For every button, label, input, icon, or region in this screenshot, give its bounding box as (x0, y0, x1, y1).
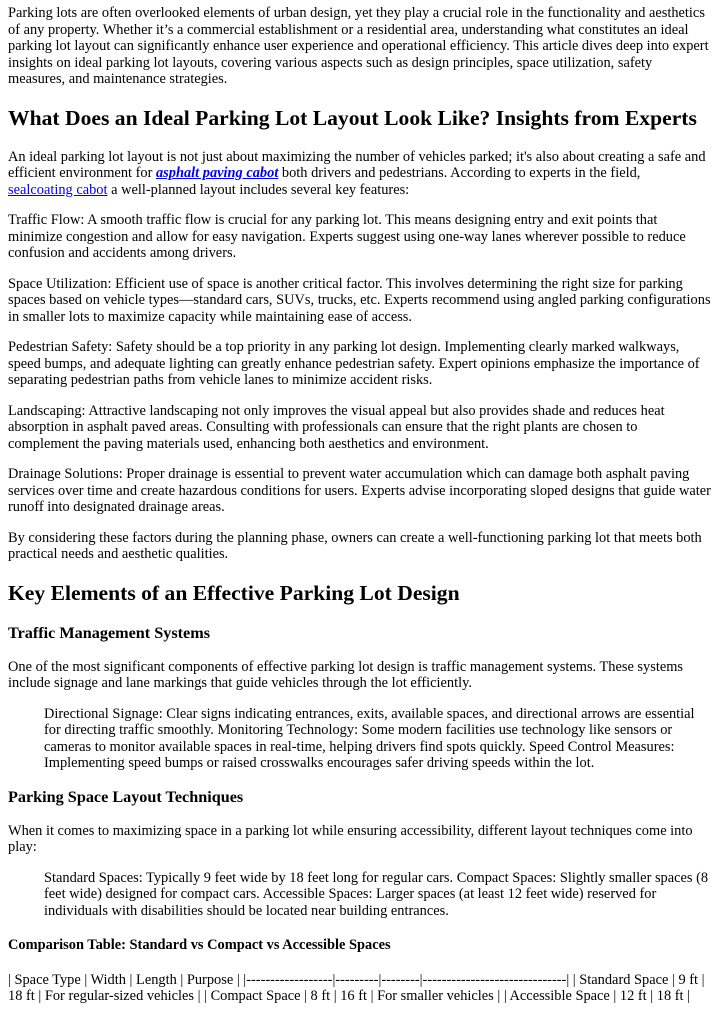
ideal-layout-paragraph (8, 149, 712, 199)
sealcoating-cabot-link[interactable]: sealcoating cabot (8, 181, 108, 198)
planning-conclusion-paragraph: By considering these factors during the planning phase, owners can create a well-functioning parking lot that meets both practical needs and aesthetic qualities. (8, 529, 702, 562)
intro-paragraph: Parking lots are often overlooked elements of urban design, yet they play a crucial role in the functionality and aesthetics of any property. Whether it’s a commercial establishment or a residential area, understanding what constitutes an ideal parking lot layout can significantly enhance user experience and operational efficiency. This article dives deep into expert insights on ideal parking lot layouts, covering various aspects such as design principles, space utilization, safety measures, and maintenance strategies. (8, 5, 709, 87)
landscaping-paragraph: Landscaping: Attractive landscaping not only improves the visual appeal but also provides shade and reduces heat absorption in asphalt paved areas. Consulting with professionals can ensure that the right plants are chosen to complement the paving materials used, enhancing both aesthetics and environment. (8, 402, 665, 452)
traffic-management-paragraph: One of the most significant components of effective parking lot design is traffic management systems. These systems include signage and lane markings that guide vehicles through the lot efficiently. (8, 658, 684, 691)
ideal-layout-text-2: both drivers and pedestrians. According to experts in the field, (278, 165, 641, 181)
subheading-space-layout: Parking Space Layout Techniques (8, 787, 244, 806)
traffic-flow-paragraph: Traffic Flow: A smooth traffic flow is crucial for any parking lot. This means designing entry and exit points that minimize congestion and allow for easy navigation. Experts suggest using one-way lanes wherever possible to reduce confusion and accidents among drivers. (8, 212, 686, 261)
comparison-table-raw: | Space Type | Width | Length | Purpose | |------------------|---------|--------|------------------------------| | Standard Space | 9 ft | 18 ft | For regular-sized vehicles | | Compact Space | 8 ft | 16 ft | For smaller vehicles | | Accessible Space | 12 ft | 18 ft | (8, 971, 705, 1004)
section-heading-key-elements: Key Elements of an Effective Parking Lot Design (8, 580, 460, 605)
article (0, 5, 720, 1005)
pedestrian-safety-paragraph: Pedestrian Safety: Safety should be a top priority in any parking lot design. Implementing clearly marked walkways, speed bumps, and adequate lighting can greatly enhance pedestrian safety. Expert opinions emphasize the importance of separating pedestrian paths from vehicle lanes to minimize accident risks. (8, 339, 700, 388)
subheading-traffic-management: Traffic Management Systems (8, 623, 210, 642)
comparison-table-heading: Comparison Table: Standard vs Compact vs Accessible Spaces (8, 937, 391, 953)
drainage-paragraph: Drainage Solutions: Proper drainage is essential to prevent water accumulation which can damage both asphalt paving services over time and create hazardous conditions for users. Experts advise incorporating sloped designs that guide water runoff into designated drainage areas. (8, 466, 711, 515)
traffic-management-quote: Directional Signage: Clear signs indicating entrances, exits, available spaces, and directional arrows are essential for directing traffic smoothly. Monitoring Technology: Some modern facilities use technology like sensors or cameras to monitor available spaces in real-time, helping drivers find spots quickly. Speed Control Measures: Implementing speed bumps or raised crosswalks encourages safer driving speeds within the lot. (44, 705, 695, 771)
ideal-layout-text-3: a well-planned layout includes several key features: (107, 181, 410, 198)
space-layout-quote: Standard Spaces: Typically 9 feet wide by 18 feet long for regular cars. Compact Spaces: Slightly smaller spaces (8 feet wide) designed for compact cars. Accessible Spaces: Larger spaces (at least 12 feet wide) reserved for individuals with disabilities should be located near building entrances. (44, 869, 709, 919)
section-heading-ideal-layout: What Does an Ideal Parking Lot Layout Look Like? Insights from Experts (8, 105, 697, 130)
space-utilization-paragraph: Space Utilization: Efficient use of space is another critical factor. This involves determining the right size for parking spaces based on vehicle types—standard cars, SUVs, trucks, etc. Experts recommend using angled parking configurations in smaller lots to maximize capacity while maintaining ease of access. (8, 275, 711, 325)
ideal-layout-text-1: An ideal parking lot layout is not just about maximizing the number of vehicles parked; it's also about creating a safe and efficient environment for (8, 148, 706, 181)
space-layout-paragraph: When it comes to maximizing space in a parking lot while ensuring accessibility, different layout techniques come into play: (8, 822, 693, 855)
asphalt-paving-cabot-link[interactable]: asphalt paving cabot (155, 165, 279, 181)
